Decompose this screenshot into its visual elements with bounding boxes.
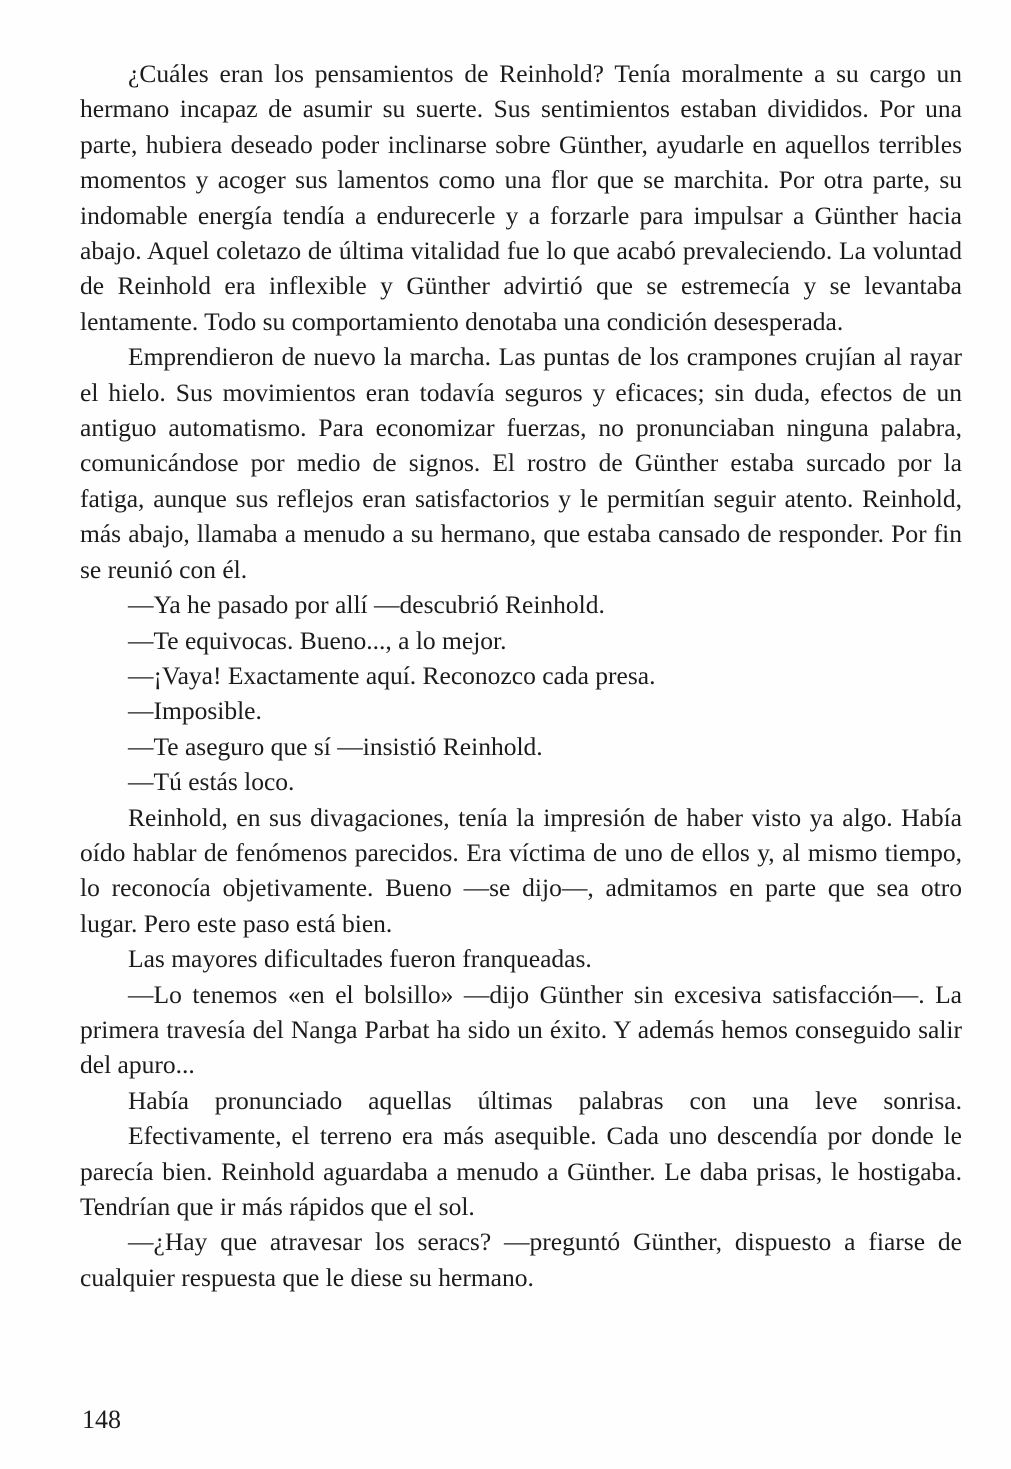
paragraph: Emprendieron de nuevo la marcha. Las puntas de los crampones crujían al rayar el hielo. Sus movimientos eran todavía seguros y eficaces; sin duda, efectos de un antiguo automatismo. Para economizar fuerzas, no pronunciaban ninguna palabra, comunicándose por medio de signos. El rostro de Günther estaba surcado por la fatiga, aunque sus reflejos eran satisfactorios y le permitían seguir atento. Reinhold, más abajo, llamaba a menudo a su hermano, que estaba cansado de responder. Por fin se reunió con él. (80, 342, 962, 584)
dialogue-line: —Te aseguro que sí —insistió Reinhold. (128, 731, 543, 761)
dialogue-line: —Tú estás loco. (128, 767, 295, 797)
paragraph: Las mayores dificultades fueron franqueadas. (128, 944, 592, 974)
dialogue-line: —Lo tenemos «en el bolsillo» —dijo Günther sin excesiva satisfacción—. La primera travesía del Nanga Parbat ha sido un éxito. Y además hemos conseguido salir del apuro... (80, 979, 962, 1080)
dialogue-line: —Imposible. (128, 696, 262, 726)
dialogue-line: —Ya he pasado por allí —descubrió Reinhold. (128, 590, 605, 620)
body-text (80, 56, 962, 1295)
dialogue-line: —¡Vaya! Exactamente aquí. Reconozco cada presa. (128, 660, 656, 690)
dialogue-line: —Te equivocas. Bueno..., a lo mejor. (128, 625, 507, 655)
page-number: 148 (82, 1405, 121, 1434)
paragraph: ¿Cuáles eran los pensamientos de Reinhold? Tenía moralmente a su cargo un hermano incapaz de asumir su suerte. Sus sentimientos estaban divididos. Por una parte, hubiera deseado poder inclinarse sobre Günther, ayudarle en aquellos terribles momentos y acoger sus lamentos como una flor que se marchita. Por otra parte, su indomable energía tendía a endurecerle y a forzarle para impulsar a Günther hacia abajo. Aquel coletazo de última vitalidad fue lo que acabó prevaleciendo. La voluntad de Reinhold era inflexible y Günther advirtió que se estremecía y se levantaba lentamente. Todo su comportamiento denotaba una condición desesperada. (80, 59, 962, 336)
paragraph: Reinhold, en sus divagaciones, tenía la impresión de haber visto ya algo. Había oído hablar de fenómenos parecidos. Era víctima de uno de ellos y, al mismo tiempo, lo reconocía objetivamente. Bueno —se dijo—, admitamos en parte que sea otro lugar. Pero este paso está bien. (80, 802, 962, 938)
dialogue-line: —¿Hay que atravesar los seracs? —preguntó Günther, dispuesto a fiarse de cualquier respuesta que le diese su hermano. (80, 1227, 962, 1292)
paragraph: Efectivamente, el terreno era más asequible. Cada uno descendía por donde le parecía bien. Reinhold aguardaba a menudo a Günther. Le daba prisas, le hostigaba. Tendrían que ir más rápidos que el sol. (80, 1121, 962, 1221)
paragraph: Había pronunciado aquellas últimas palabras con una leve sonrisa. (128, 1085, 962, 1115)
